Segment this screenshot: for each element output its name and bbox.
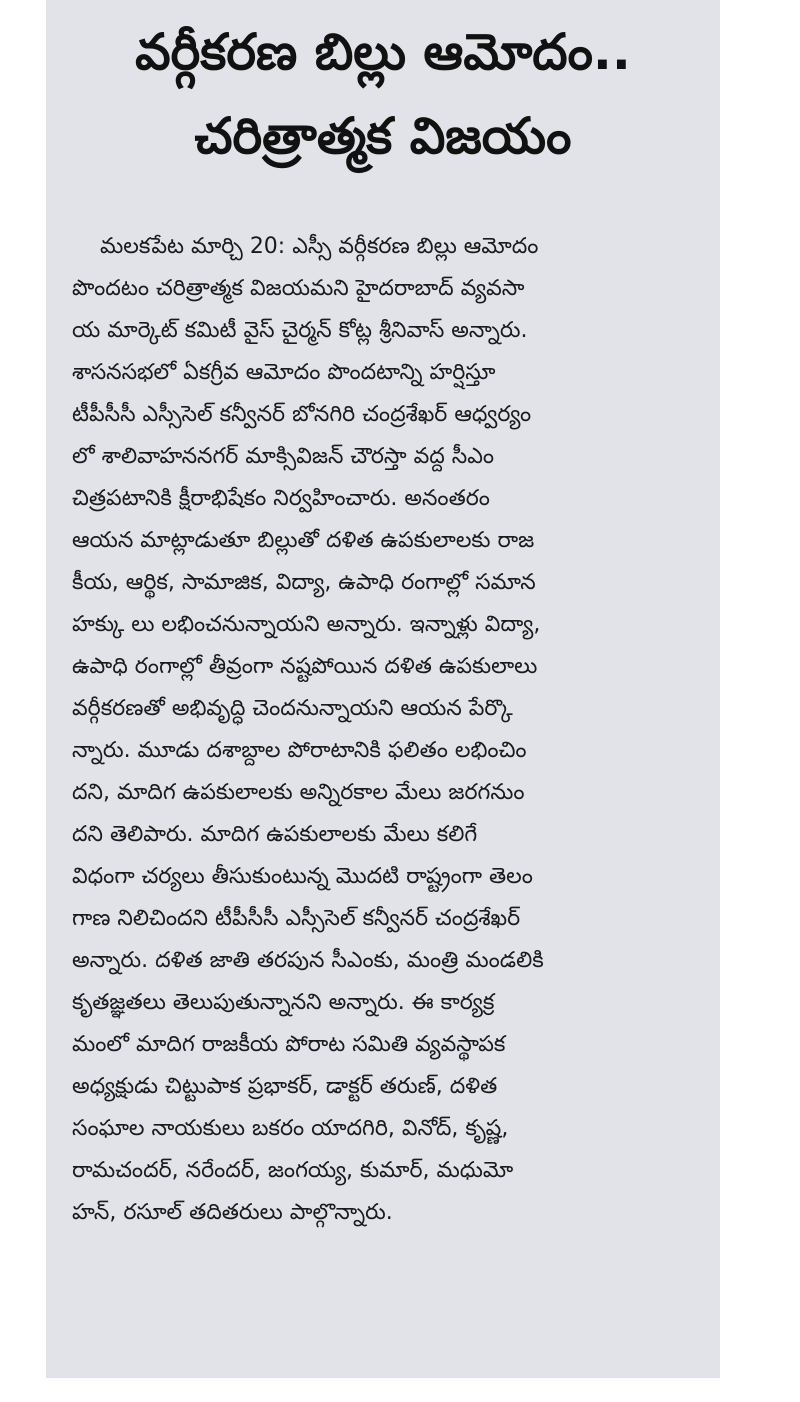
body-line: పొందటం చరిత్రాత్మక విజయమని హైదరాబాద్ వ్యవసా xyxy=(72,276,525,301)
body-line: మలకపేట మార్చి 20: ఎస్సీ వర్గీకరణ బిల్లు ఆమోదం xyxy=(100,234,539,259)
body-line: అన్నారు. దళిత జాతి తరపున సీఎంకు, మంత్రి మండలికి xyxy=(72,948,544,973)
body-line: టీపీసీసీ ఎస్సీసెల్ కన్వీనర్ బోనగిరి చంద్రశేఖర్ ఆధ్వర్యం xyxy=(72,402,532,427)
body-line: కృతజ్ఞతలు తెలుపుతున్నానని అన్నారు. ఈ కార్యక్ర xyxy=(72,990,495,1015)
body-line: ఉపాధి రంగాల్లో తీవ్రంగా నష్టపోయిన దళిత ఉపకులాలు xyxy=(72,654,538,679)
headline-line-1: వర్గీకరణ బిల్లు ఆమోదం.. xyxy=(135,23,631,81)
body-line: శాసనసభలో ఏకగ్రీవ ఆమోదం పొందటాన్ని హర్షిస్తూ xyxy=(72,360,496,385)
body-line: రామచందర్, నరేందర్, జంగయ్య, కుమార్, మధుమో xyxy=(72,1158,514,1183)
body-line: య మార్కెట్ కమిటీ వైస్ చైర్మన్ కోట్ల శ్రీనివాస్ అన్నారు. xyxy=(72,318,528,343)
body-line: అధ్యక్షుడు చిట్టుపాక ప్రభాకర్, డాక్టర్ తరుణ్, దళిత xyxy=(72,1074,498,1099)
news-clipping xyxy=(46,0,720,1378)
body-line: న్నారు. మూడు దశాబ్దాల పోరాటానికి ఫలితం లభించిం xyxy=(72,738,527,763)
body-line: చిత్రపటానికి క్షీరాభిషేకం నిర్వహించారు. అనంతరం xyxy=(72,486,490,511)
headline-line-2: చరిత్రాత్మక విజయం xyxy=(194,107,572,165)
body-line: దని, మాదిగ ఉపకులాలకు అన్నిరకాల మేలు జరగనుం xyxy=(72,780,525,805)
body-line: వర్గీకరణతో అభివృద్ధి చెందనున్నాయని ఆయన పేర్కొ xyxy=(72,696,513,721)
body-line: హక్కు లు లభించనున్నాయని అన్నారు. ఇన్నాళ్లు విద్యా, xyxy=(72,612,541,637)
body-line: ఆయన మాట్లాడుతూ బిల్లుతో దళిత ఉపకులాలకు రాజ xyxy=(72,528,535,553)
body-line: లో శాలివాహననగర్ మాక్సివిజన్ చౌరస్తా వద్ద సీఎం xyxy=(72,444,495,469)
body-line: విధంగా చర్యలు తీసుకుంటున్న మొదటి రాష్ట్రంగా తెలం xyxy=(72,864,533,889)
body-line: కీయ, ఆర్థిక, సామాజిక, విద్యా, ఉపాధి రంగాల్లో సమాన xyxy=(72,570,536,595)
body-line: గాణ నిలిచిందని టీపీసీసీ ఎస్సీసెల్ కన్వీనర్ చంద్రశేఖర్ xyxy=(72,906,521,931)
headline xyxy=(46,10,720,178)
body-line: దని తెలిపారు. మాదిగ ఉపకులాలకు మేలు కలిగే xyxy=(72,822,478,847)
body-line: మంలో మాదిగ రాజకీయ పోరాట సమితి వ్యవస్థాపక xyxy=(72,1032,506,1057)
body-line: హన్, రసూల్ తదితరులు పాల్గొన్నారు. xyxy=(72,1200,393,1225)
body-line: సంఘాల నాయకులు బకరం యాదగిరి, వినోద్, కృష్ణ, xyxy=(72,1116,509,1141)
article-body xyxy=(72,226,700,1234)
